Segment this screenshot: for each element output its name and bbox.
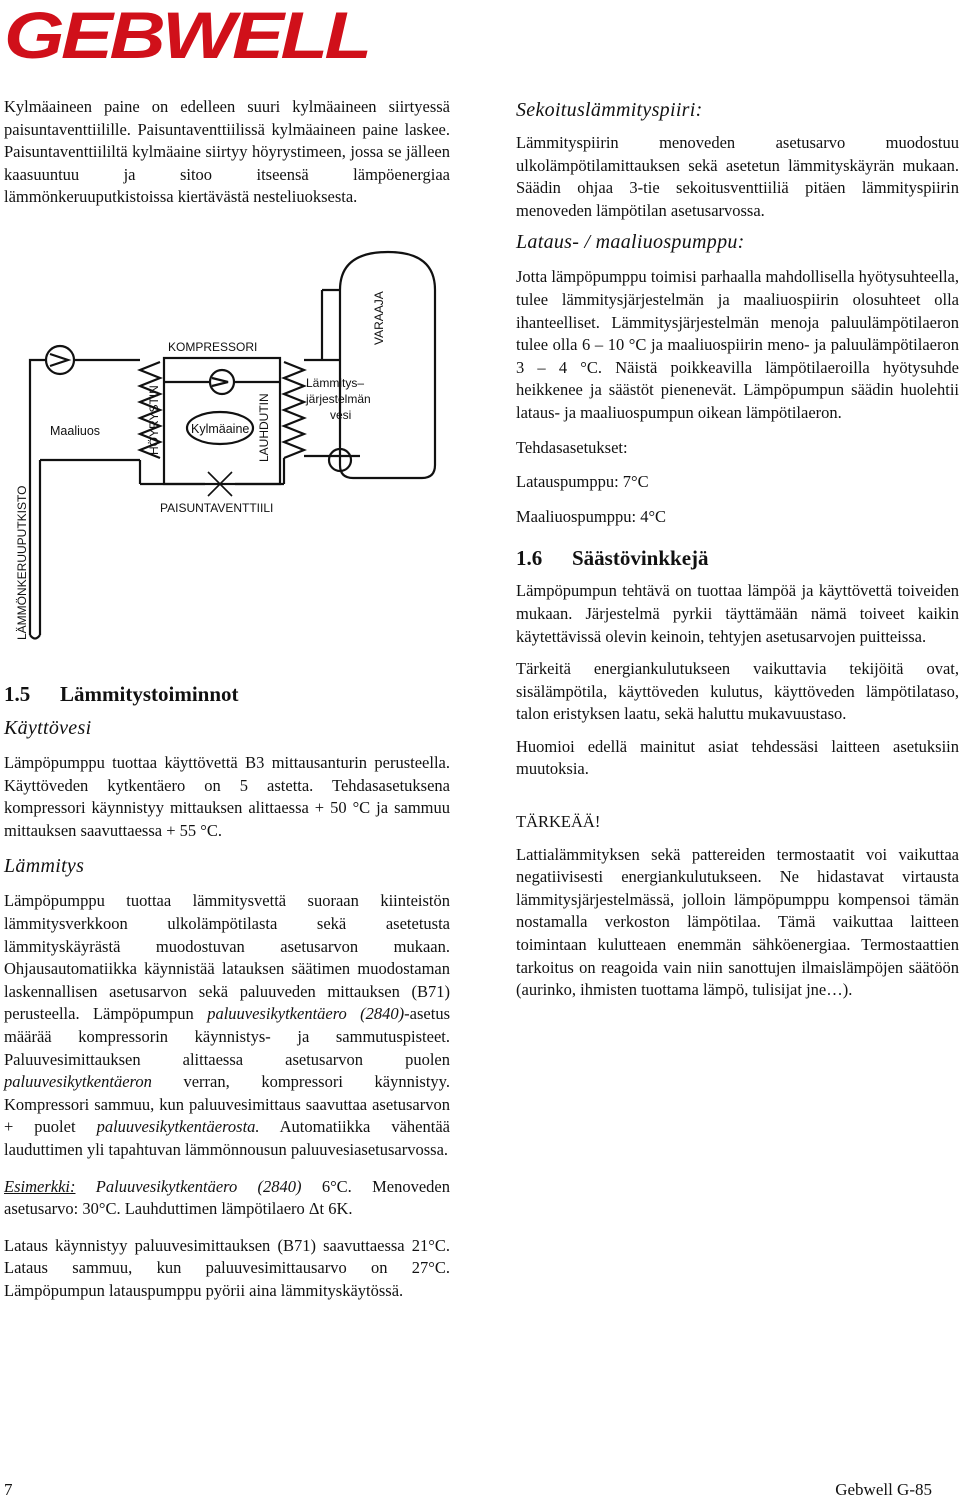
- maaliuospumppu-setting: Maaliuospumppu: 4°C: [516, 506, 667, 526]
- lataus-pumppu-heading: Lataus- / maaliuospumppu:: [516, 231, 745, 254]
- lammitys-text-4: Automatiikka vähentää lauduttimen yli tapahtuvan lämmönnousun paluuvesiasetusarvossa.: [4, 1117, 450, 1159]
- lammitys-label-1: Lämmitys–: [306, 376, 365, 390]
- keruuputkisto-label: LÄMMÖNKERUUPUTKISTO: [15, 485, 29, 640]
- lammitys-text-3: verran, kompressori käynnistyy. Kompressori sammuu, kun paluuvesimittaus saavuttaa asetusarvon + puolet: [4, 1072, 450, 1137]
- lammitys-heading: Lämmitys: [4, 855, 85, 878]
- lammitys-italic-1: paluuvesikytkentäero (2840): [207, 1004, 405, 1024]
- lauhdutin-label: LAUHDUTIN: [257, 393, 271, 462]
- kayttovesi-heading: Käyttövesi: [4, 717, 92, 739]
- lataus-paragraph: Lataus käynnistyy paluuvesimittauksen (B71) saavuttaessa 21°C. Lataus sammuu, kun paluuvesimittausarvo on 27°C. Lämpöpumpun latauspumppu pyörii aina lämmityskäytössä.: [4, 1235, 450, 1300]
- lammitys-italic-2: paluuvesikytkentäeron: [4, 1072, 152, 1092]
- esimerkki-italic: Paluuvesikytkentäero (2840): [75, 1176, 302, 1196]
- model-name: Gebwell G-85: [835, 1480, 932, 1499]
- heat-pump-diagram: [0, 250, 460, 650]
- esimerkki-label: Esimerkki:: [4, 1176, 76, 1196]
- section-1-6-title: Säästövinkkejä: [572, 546, 709, 571]
- lataus-pumppu-text: Jotta lämpöpumppu toimisi parhaalla mahdollisella hyötysuhteella, tulee lämmitysjärjestelmän ja maaliuospiirin olosuhteet olla ihanteelliset. Lämmitysjärjestelmän menoja paluulämpötilaeron tulee olla 6 – 10 °C ja maaliuospiirin meno- ja paluulämpötilaeron 3 – 4 °C. Näistä poikkeavilla lämpötilaeroilla hyötysuhde heikkenee ja säästöt pienenevät. Lämpöpumpun säädin huolehtii lataus- ja maaliuospumpun oikean lämpötilaeron.: [516, 267, 959, 422]
- sekoitus-heading: Sekoituslämmityspiiri:: [516, 99, 703, 121]
- varaaja-tank: [340, 252, 435, 478]
- maaliuos-label: Maaliuos: [50, 424, 101, 438]
- sekoitus-text: Lämmityspiirin menoveden asetusarvo muodostuu ulkolämpötilamittauksen sekä asetetun lämmityskäyrän mukaan. Säädin ohjaa 3-tie sekoitusventtiiliä pitäen lämmityspiirin menoveden lämpötilan asetusarvossa.: [516, 133, 959, 220]
- lammitys-paragraph: [4, 890, 450, 1161]
- expansion-valve-icon: [205, 472, 235, 496]
- saasto-p3: Huomioi edellä mainitut asiat tehdessäsi laitteen asetuksiin muutoksia.: [516, 736, 959, 779]
- page-number: 7: [4, 1480, 13, 1499]
- esimerkki-paragraph: [4, 1176, 450, 1221]
- section-1-5-number: 1.5: [4, 682, 31, 706]
- section-1-5: [4, 680, 450, 1302]
- latauspumppu-setting: Latauspumppu: 7°C: [516, 472, 649, 492]
- intro-text: Kylmäaineen paine on edelleen suuri kylmäaineen siirtyessä paisuntaventtiilille. Paisuntaventtiilissä kylmäaineen paine laskee. Paisuntaventtiililtä kylmäaine siirtyy höyrystimeen, jossa se jälleen kaasuuntuu ja sitoo itseensä lämpöenergiaa lämmönkeruuputkistoissa kiertävästä nesteliuoksesta.: [4, 97, 450, 207]
- esimerkki-text: 6°C. Menoveden asetusarvo: 30°C. Lauhduttimen lämpötilaero Δt 6K.: [4, 1176, 451, 1219]
- brand-logo: GEBWELL: [4, 0, 369, 72]
- right-column: [516, 96, 959, 1002]
- kompressori-label: KOMPRESSORI: [168, 340, 258, 354]
- lammitys-text-2: -asetus määrää kompressorin käynnistys- ja sammutuspisteet. Paluuvesimittauksen alittaessa asetusarvon puolen: [4, 1004, 450, 1069]
- paisuntaventtiili-label: PAISUNTAVENTTIILI: [160, 501, 274, 515]
- section-1-6-heading: [516, 544, 959, 572]
- section-1-5-heading: [4, 680, 450, 708]
- saasto-p1: Lämpöpumpun tehtävä on tuottaa lämpöä ja käyttövettä toiveiden mukaan. Järjestelmä pyrkii täyttämään nämä toiveet kaikin käytettävissä olevin keinoin, tehtyjen asetusarvojen puitteissa.: [516, 581, 959, 646]
- lammitys-text-1: Lämpöpumppu tuottaa lämmitysvettä suoraan kiinteistön lämmitysverkkoon ulkolämpötilasta sekä asetetusta lämmityskäyrästä muodostuvan asetusarvon mukaan. Ohjausautomatiikka käynnistää latauksen säätimen muodostaman laskennallisen asetusarvon sekä paluuveden mittauksen (B71) perusteella. Lämpöpumpun: [4, 891, 450, 1024]
- lammitys-label-2: järjestelmän: [306, 392, 371, 406]
- saasto-p4: Lattialämmityksen sekä pattereiden termostaatit voi vaikuttaa negatiivisesti energiankulutukseen. Ne hidastavat virtausta lämmitysjärjestelmässä, jolloin lämpöpumppu kompensoi tämän nostamalla verkoston lämpötilaa. Tämä vaikuttaa laitteen toimintaan kulutteaen enemmän sähköenergiaa. Termostaattien tarkoitus on reagoida vain niin sanottujen ilmaislämpöjen säätöön (aurinko, ihmisten tuottama lämpö, tulisijat jne…).: [516, 844, 959, 1000]
- varaaja-label: VARAAJA: [372, 291, 386, 345]
- kayttovesi-text: Lämpöpumppu tuottaa käyttövettä B3 mittausanturin perusteella. Käyttöveden kytkentäero on 5 astetta. Tehdasasetuksena kompressori käynnistyy mittauksen alittaessa + 50 °C ja sammuu mittauksen saavuttaessa + 55 °C.: [4, 753, 450, 840]
- lammitys-label-3: vesi: [330, 408, 352, 422]
- saasto-p2: Tärkeitä energiankulutukseen vaikuttavia tekijöitä ovat, sisälämpötila, käyttöveden kulutus, käyttöveden lämpötilataso, talon eristyksen laatu, sekä haluttu mukavuustaso.: [516, 659, 959, 724]
- lammitys-italic-3: paluuvesikytkentäerosta.: [96, 1117, 260, 1137]
- hoyrystin-label: HÖYRYSTIN: [147, 385, 161, 455]
- condenser-coil: [284, 362, 304, 458]
- section-1-5-title: Lämmitystoiminnot: [60, 682, 239, 706]
- section-1-6-number: 1.6: [516, 546, 543, 571]
- intro-paragraph: [4, 96, 450, 209]
- kylmaaine-label: Kylmäaine: [191, 422, 250, 436]
- compressor-pump-icon: [210, 370, 234, 394]
- tarkeaa-label: TÄRKEÄÄ!: [516, 812, 601, 832]
- tehdasasetukset-label: Tehdasasetukset:: [516, 437, 628, 457]
